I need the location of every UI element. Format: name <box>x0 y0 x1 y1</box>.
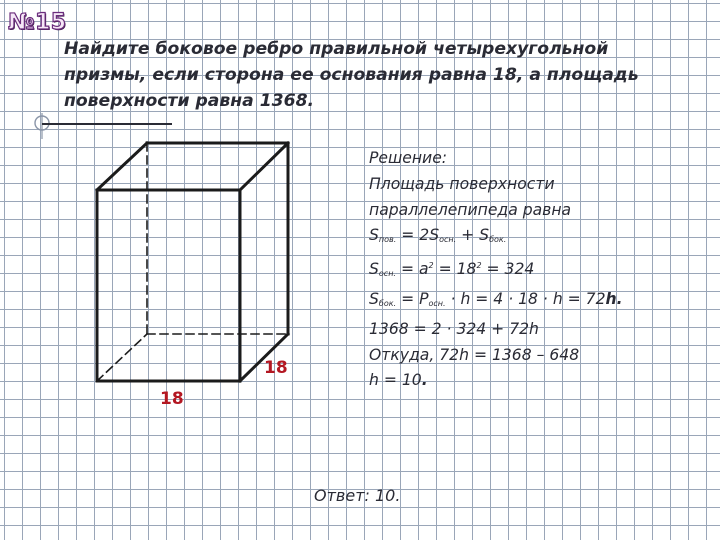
solution-line: Площадь поверхности <box>369 174 555 193</box>
formula-surface-area: $S_{пов.} = 2S_{осн.} + S_{бок.}$ <box>369 226 507 245</box>
solution-block <box>369 146 689 394</box>
equation-derivation: Откуда, 72h = 1368 – 648 <box>369 345 580 364</box>
base-length-label: 18 <box>160 389 184 409</box>
formula-base-area: $S_{осн.} = a^2 = 18^2 = 324$ <box>369 260 535 279</box>
problem-line: поверхности равна 1368. <box>64 91 315 111</box>
solution-heading: Решение: <box>369 149 448 167</box>
solution-line: параллелепипеда равна <box>369 200 572 219</box>
prism-edge <box>240 143 288 190</box>
prism-hidden-edge <box>97 334 147 381</box>
problem-line: Найдите боковое ребро правильной четырехугольной <box>64 39 609 59</box>
formula-lateral-area: $S_{бок.} = P_{осн.} \cdot h = 4 \cdot 18 \cdot h = 72h$. <box>369 289 623 308</box>
answer: Ответ: 10. <box>314 486 401 505</box>
equation-result: h = 10. <box>369 371 428 390</box>
prism-edge <box>97 143 147 190</box>
slide-number: №15 <box>8 10 67 35</box>
problem-line: призмы, если сторона ее основания равна 18, а площадь <box>64 65 639 85</box>
side-length-label: 18 <box>264 358 288 378</box>
equation-total: 1368 = 2 · 324 + 72h <box>369 319 539 338</box>
